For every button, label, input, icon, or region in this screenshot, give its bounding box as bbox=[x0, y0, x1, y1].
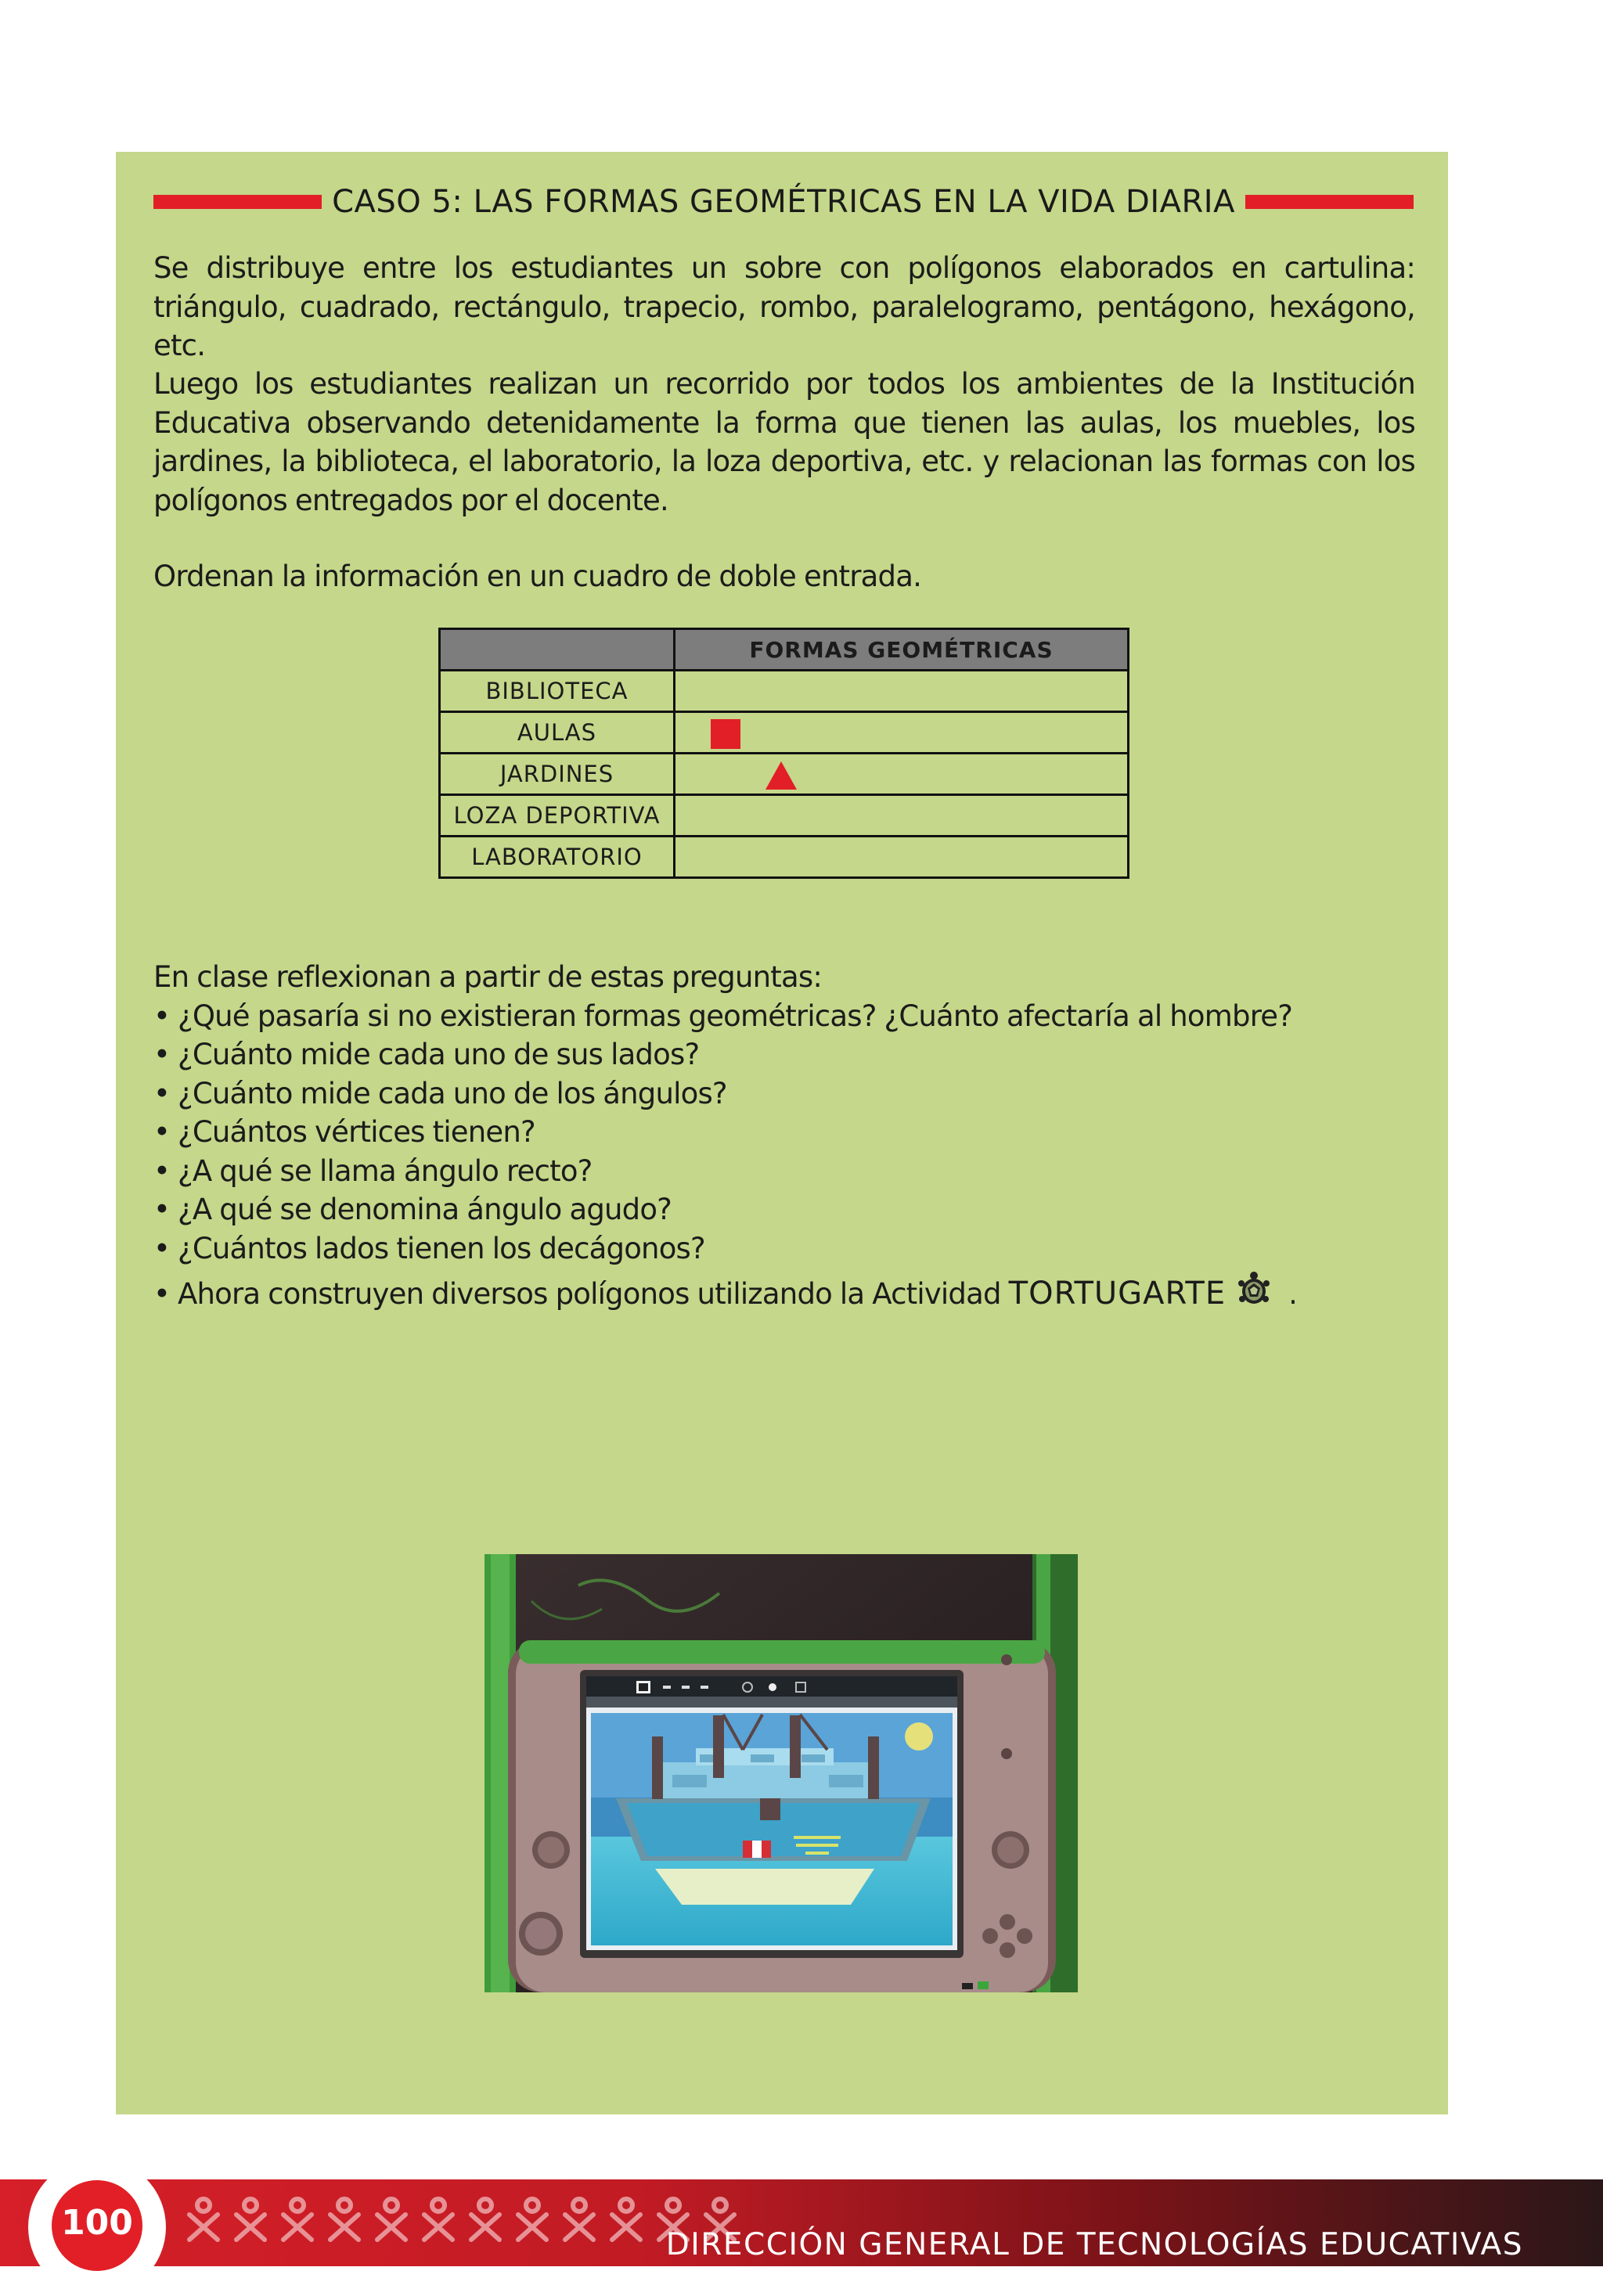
activity-name: TORTUGARTE bbox=[1008, 1275, 1227, 1312]
list-item: • ¿Cuántos vértices tienen? bbox=[153, 1115, 535, 1149]
shape-cell bbox=[675, 754, 1129, 795]
title-bar-right bbox=[1245, 195, 1414, 209]
table-row bbox=[440, 754, 1129, 795]
table-header-shapes: FORMAS GEOMÉTRICAS bbox=[675, 629, 1129, 671]
row-label: BIBLIOTECA bbox=[440, 671, 675, 712]
case-panel bbox=[116, 152, 1448, 2114]
paragraph-2: Luego los estudiantes realizan un recorrido por todos los ambientes de la Institución Educativa observando detenidamente la forma que tienen las aulas, los muebles, los jardines, la biblioteca, el laboratorio, la loza deportiva, etc. y relacionan las formas con los polígonos entregados por el docente. bbox=[153, 367, 1415, 517]
triangle-shape-icon bbox=[765, 761, 797, 790]
table-header-empty bbox=[440, 629, 675, 671]
page-number: 100 bbox=[52, 2180, 142, 2271]
reflection-intro: En clase reflexionan a partir de estas preguntas: bbox=[153, 960, 823, 994]
page-number-badge bbox=[28, 2158, 166, 2296]
activity-line-suffix: . bbox=[1288, 1276, 1298, 1311]
shape-cell bbox=[675, 795, 1129, 837]
activity-line-prefix: • Ahora construyen diversos polígonos utilizando la Actividad bbox=[153, 1276, 1001, 1311]
list-item: • ¿A qué se denomina ángulo agudo? bbox=[153, 1193, 672, 1226]
row-label: LABORATORIO bbox=[440, 837, 675, 878]
square-shape-icon bbox=[711, 719, 740, 749]
case-title-row bbox=[153, 178, 1414, 225]
shape-cell bbox=[675, 712, 1129, 754]
table-row bbox=[440, 712, 1129, 754]
laptop-photo bbox=[485, 1554, 1078, 1992]
list-item: • ¿Cuánto mide cada uno de los ángulos? bbox=[153, 1076, 727, 1110]
paragraph-3: Ordenan la información en un cuadro de doble entrada. bbox=[153, 560, 922, 593]
table-row bbox=[440, 837, 1129, 878]
row-label: JARDINES bbox=[440, 754, 675, 795]
turtle-icon bbox=[1237, 1271, 1271, 1317]
activity-line bbox=[153, 1271, 1421, 1317]
list-item: • ¿Cuántos lados tienen los decágonos? bbox=[153, 1231, 705, 1265]
footer-organization: DIRECCIÓN GENERAL DE TECNOLOGÍAS EDUCATIVAS bbox=[665, 2227, 1523, 2262]
table-row bbox=[440, 671, 1129, 712]
list-item: • ¿A qué se llama ángulo recto? bbox=[153, 1153, 593, 1188]
shape-cell bbox=[675, 671, 1129, 712]
list-item: • ¿Cuánto mide cada uno de sus lados? bbox=[153, 1038, 700, 1071]
table-header-row bbox=[440, 629, 1129, 671]
case-title: CASO 5: LAS FORMAS GEOMÉTRICAS EN LA VIDA DIARIA bbox=[332, 184, 1235, 220]
title-bar-left bbox=[153, 195, 322, 209]
row-label: LOZA DEPORTIVA bbox=[440, 795, 675, 837]
list-item: • ¿Qué pasaría si no existieran formas geométricas? ¿Cuánto afectaría al hombre? bbox=[153, 999, 1293, 1033]
shapes-table bbox=[438, 628, 1129, 879]
paragraph-1: Se distribuye entre los estudiantes un sobre con polígonos elaborados en cartulina: triángulo, cuadrado, rectángulo, trapecio, rombo, paralelogramo, pentágono, hexágono, etc. bbox=[153, 251, 1415, 362]
question-list bbox=[153, 997, 1421, 1269]
shape-cell bbox=[675, 837, 1129, 878]
table-row bbox=[440, 795, 1129, 837]
row-label: AULAS bbox=[440, 712, 675, 754]
reflection-questions bbox=[153, 958, 1421, 1317]
